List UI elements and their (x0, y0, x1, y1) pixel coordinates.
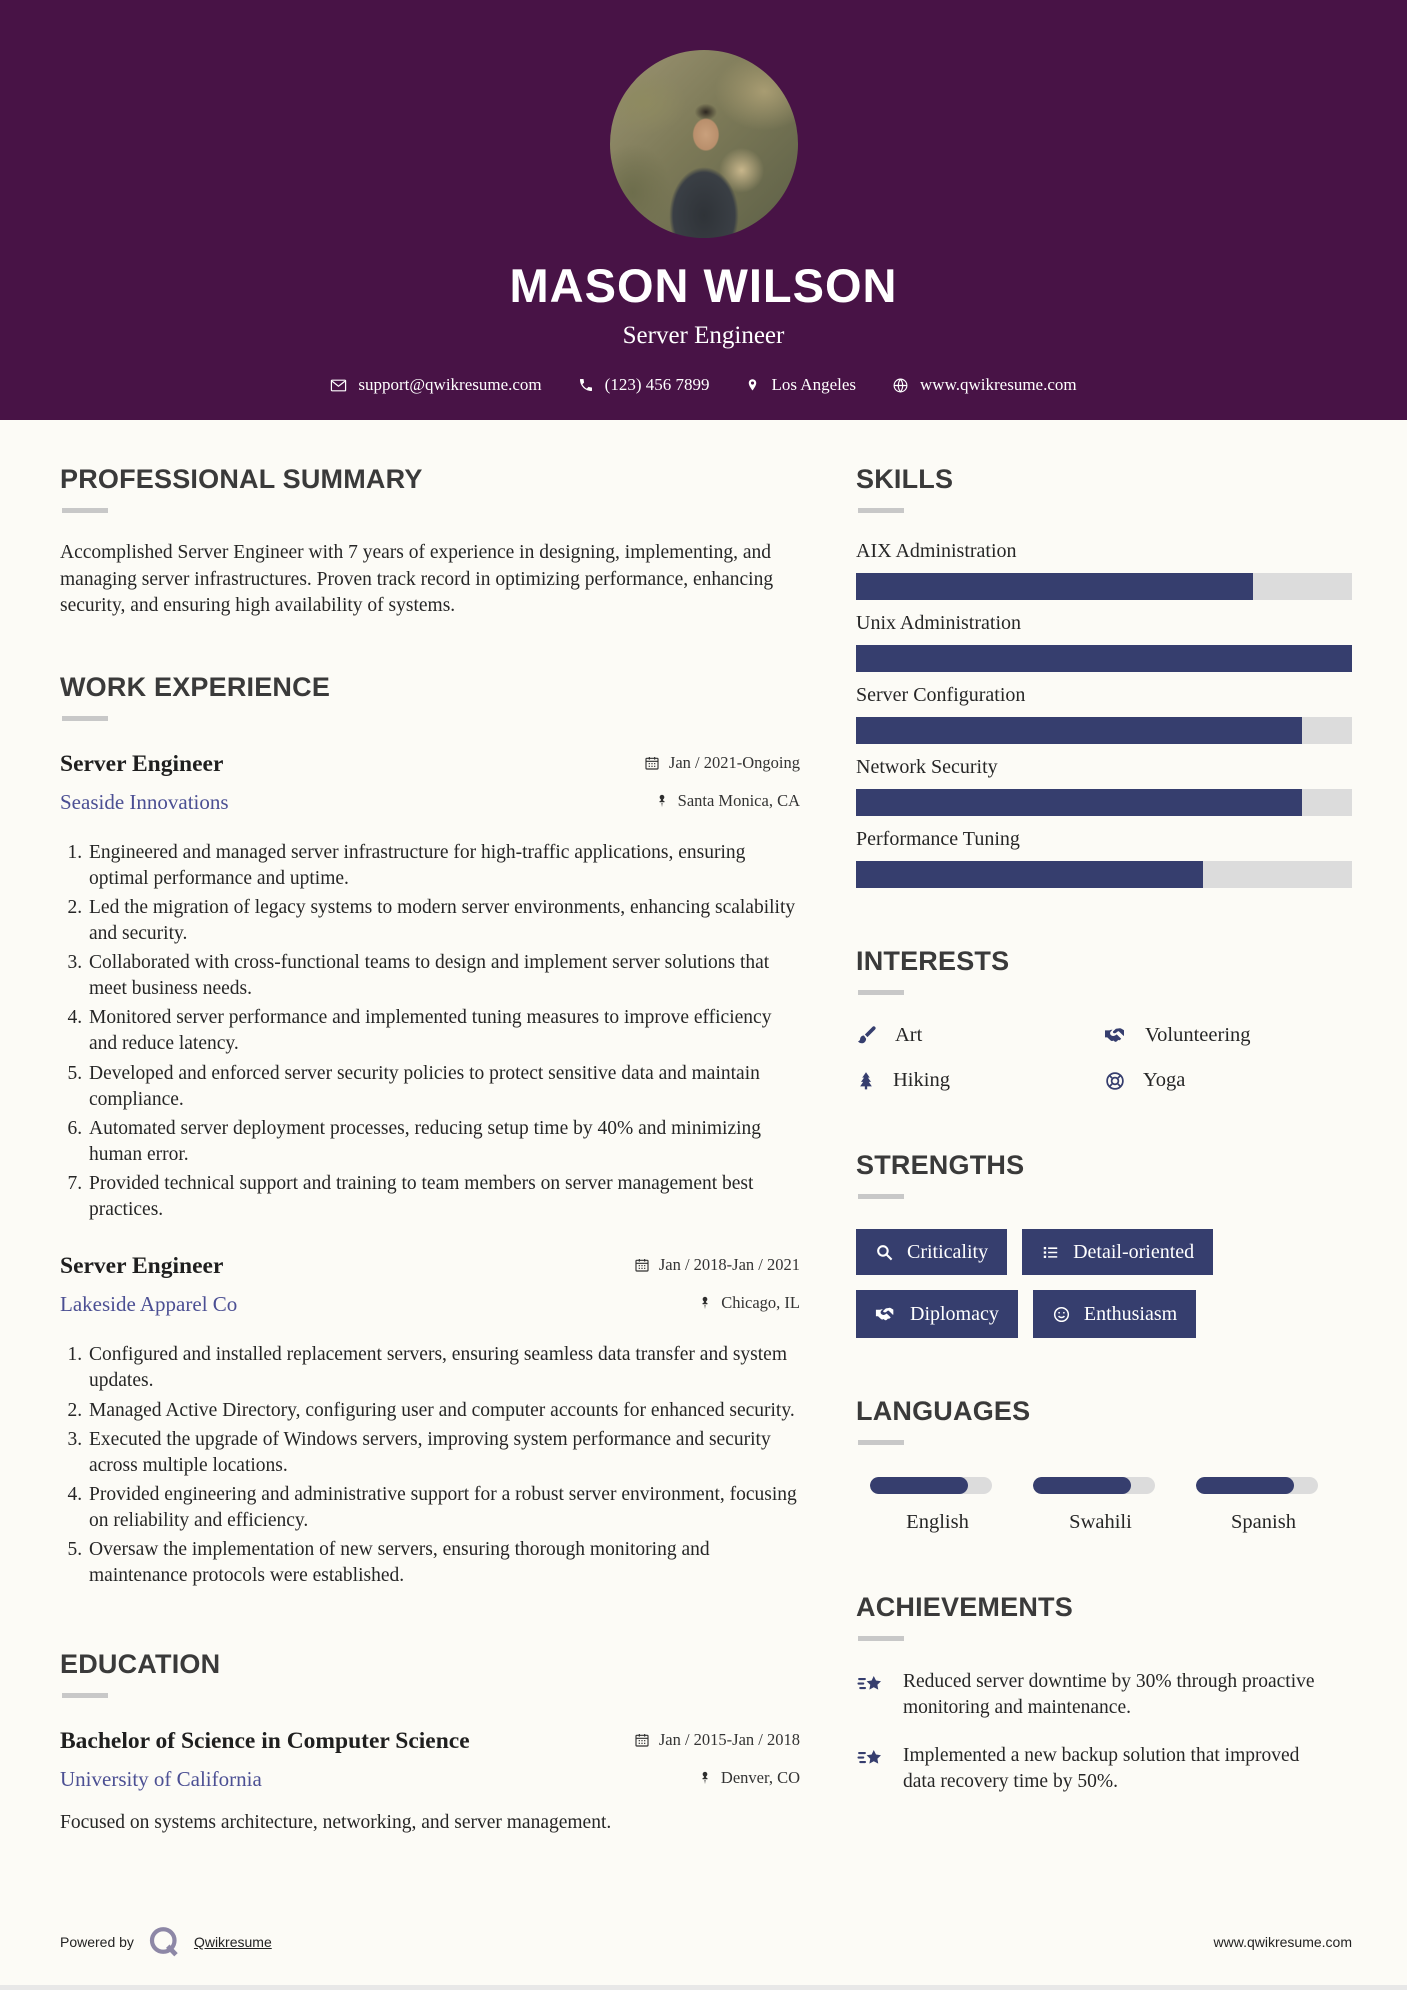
job-location: Chicago, IL (721, 1293, 800, 1313)
job-bullet: 7. Provided technical support and training to team members on server management best practices. (87, 1171, 800, 1223)
job-company-link[interactable]: Lakeside Apparel Co (60, 1292, 238, 1317)
right-column (856, 464, 1352, 1899)
powered-by-label: Powered by (60, 1934, 134, 1950)
skills-heading: SKILLS (856, 464, 954, 494)
job-dates: Jan / 2018-Jan / 2021 (658, 1255, 800, 1275)
contact-email[interactable] (330, 375, 541, 395)
language-bar-fill (1196, 1477, 1294, 1494)
strengths-heading: STRENGTHS (856, 1150, 1025, 1180)
school-link[interactable]: University of California (60, 1767, 262, 1792)
page-bottom-strip (0, 1985, 1407, 1990)
languages-section (856, 1396, 1352, 1534)
job-title: Server Engineer (60, 750, 224, 777)
heading-rule (62, 716, 108, 721)
job-bullet: 2. Led the migration of legacy systems to modern server environments, enhancing scalability and security. (87, 895, 800, 947)
job-bullet: 2. Managed Active Directory, configuring user and computer accounts for enhanced security. (87, 1398, 800, 1424)
language-label: Spanish (1231, 1511, 1296, 1533)
heading-rule (858, 1440, 904, 1445)
lifebuoy-icon (1104, 1070, 1126, 1092)
job-entry (60, 1253, 800, 1589)
contact-location (745, 375, 856, 395)
achievement-text: Reduced server downtime by 30% through proactive monitoring and maintenance. (903, 1671, 1315, 1719)
skill-bar-track (856, 789, 1352, 816)
skill-item (856, 613, 1352, 672)
skill-bar-track (856, 717, 1352, 744)
list-icon (1041, 1243, 1060, 1262)
interest-item (856, 1069, 1104, 1092)
body (0, 420, 1407, 1899)
language-item (1182, 1477, 1345, 1534)
contact-website-text: www.qwikresume.com (920, 375, 1077, 394)
skills-section (856, 464, 1352, 888)
skill-label: Network Security (856, 756, 998, 778)
job-location: Santa Monica, CA (677, 790, 800, 810)
language-bar-track (1033, 1477, 1155, 1494)
language-item (1019, 1477, 1182, 1534)
heading-rule (858, 1636, 904, 1641)
skill-bar-fill (856, 717, 1302, 744)
skill-bar-fill (856, 645, 1352, 672)
interest-item (1104, 1023, 1352, 1047)
handshake-icon (1104, 1023, 1128, 1047)
heading-rule (858, 990, 904, 995)
job-bullet: 1. Engineered and managed server infrastructure for high-traffic applications, ensuring optimal performance and uptime. (87, 840, 800, 892)
language-bar-fill (870, 1477, 968, 1494)
strength-label: Detail-oriented (1073, 1241, 1195, 1263)
calendar-icon (634, 1732, 650, 1748)
envelope-icon (330, 377, 347, 394)
strength-chip (1033, 1290, 1196, 1338)
education-note: Focused on systems architecture, networking, and server management. (60, 1812, 612, 1834)
skill-bar-fill (856, 573, 1253, 600)
heading-rule (858, 508, 904, 513)
phone-icon (578, 377, 594, 393)
header (0, 0, 1407, 420)
job-company-link[interactable]: Seaside Innovations (60, 789, 229, 814)
achievement-item (856, 1669, 1336, 1721)
language-label: Swahili (1069, 1511, 1132, 1533)
heading-rule (62, 508, 108, 513)
skill-label: Server Configuration (856, 684, 1026, 706)
profile-photo (610, 50, 798, 238)
contact-email-text: support@qwikresume.com (358, 375, 542, 394)
skill-label: Unix Administration (856, 612, 1021, 634)
work-heading: WORK EXPERIENCE (60, 671, 331, 702)
contact-phone[interactable] (578, 375, 710, 395)
shooting-star-icon (856, 1670, 886, 1721)
candidate-name: MASON WILSON (509, 259, 898, 312)
summary-section (60, 464, 800, 620)
language-bar-track (1196, 1477, 1318, 1494)
strength-chip (1022, 1229, 1213, 1275)
achievement-text: Implemented a new backup solution that improved data recovery time by 50%. (903, 1745, 1300, 1793)
smiley-icon (1052, 1305, 1071, 1324)
job-bullet: 3. Collaborated with cross-functional teams to design and implement server solutions that meet business needs. (87, 950, 800, 1002)
job-bullet: 4. Provided engineering and administrative support for a robust server environment, focusing on reliability and efficiency. (87, 1482, 800, 1534)
skill-bar-track (856, 573, 1352, 600)
interest-label: Yoga (1143, 1069, 1186, 1091)
job-bullet: 3. Executed the upgrade of Windows servers, improving system performance and security across multiple locations. (87, 1427, 800, 1479)
achievements-heading: ACHIEVEMENTS (856, 1592, 1073, 1622)
language-bar-fill (1033, 1477, 1131, 1494)
skill-bar-track (856, 645, 1352, 672)
language-label: English (906, 1511, 969, 1533)
interests-section (856, 946, 1352, 1092)
contact-location-text: Los Angeles (771, 375, 857, 394)
job-bullet: 1. Configured and installed replacement servers, ensuring seamless data transfer and system updates. (87, 1342, 800, 1394)
education-dates: Jan / 2015-Jan / 2018 (658, 1730, 800, 1750)
interest-label: Volunteering (1145, 1023, 1251, 1046)
footer-website-link[interactable]: www.qwikresume.com (1213, 1934, 1352, 1950)
achievements-section (856, 1592, 1352, 1796)
interest-item (1104, 1069, 1352, 1092)
education-location: Denver, CO (720, 1768, 800, 1788)
job-entry (60, 751, 800, 1224)
footer (0, 1899, 1407, 1985)
summary-heading: PROFESSIONAL SUMMARY (60, 464, 423, 494)
languages-heading: LANGUAGES (856, 1396, 1031, 1426)
contact-website[interactable] (892, 375, 1077, 395)
handshake-icon (875, 1303, 897, 1325)
job-bullet: 5. Oversaw the implementation of new servers, ensuring thorough monitoring and maintenance protocols were established. (87, 1537, 800, 1589)
candidate-title: Server Engineer (622, 322, 785, 349)
strength-label: Criticality (907, 1241, 989, 1263)
interests-heading: INTERESTS (856, 946, 1010, 976)
interest-item (856, 1023, 1104, 1047)
contact-phone-text: (123) 456 7899 (604, 375, 710, 394)
skill-item (856, 541, 1352, 600)
skill-bar-fill (856, 861, 1203, 888)
language-bar-track (870, 1477, 992, 1494)
work-section (60, 672, 800, 1590)
heading-rule (62, 1693, 108, 1698)
globe-icon (892, 377, 909, 394)
job-title: Server Engineer (60, 1253, 224, 1280)
summary-text: Accomplished Server Engineer with 7 years of experience in designing, implementing, and managing server infrastructures. Proven track record in optimizing performance, enhancing security, and ensuring high availability of systems. (60, 542, 774, 617)
paintbrush-icon (856, 1024, 878, 1046)
calendar-icon (644, 755, 660, 771)
skill-bar-fill (856, 789, 1302, 816)
skill-item (856, 757, 1352, 816)
left-column (60, 464, 800, 1899)
strength-label: Diplomacy (910, 1303, 999, 1325)
search-icon (875, 1243, 894, 1262)
skill-item (856, 829, 1352, 888)
pushpin-icon (698, 1295, 712, 1311)
pushpin-icon (655, 793, 669, 809)
interest-label: Art (895, 1023, 923, 1046)
degree-title: Bachelor of Science in Computer Science (60, 1728, 470, 1755)
job-bullet: 6. Automated server deployment processes, reducing setup time by 40% and minimizing human error. (87, 1116, 800, 1168)
job-bullet-list (60, 1342, 800, 1589)
qwikresume-brand-link[interactable]: Qwikresume (193, 1934, 272, 1950)
job-bullet-list (60, 840, 800, 1224)
skill-bar-track (856, 861, 1352, 888)
strength-chip (856, 1290, 1018, 1338)
job-dates: Jan / 2021-Ongoing (668, 752, 800, 772)
shooting-star-icon (856, 1744, 886, 1795)
qwikresume-logo-icon (146, 1924, 182, 1960)
achievement-item (856, 1743, 1336, 1795)
education-section (60, 1649, 800, 1834)
strengths-section (856, 1150, 1352, 1338)
contact-row (330, 375, 1076, 395)
education-heading: EDUCATION (60, 1649, 221, 1680)
strength-label: Enthusiasm (1083, 1303, 1178, 1325)
skill-item (856, 685, 1352, 744)
language-item (856, 1477, 1019, 1534)
heading-rule (858, 1194, 904, 1199)
map-marker-icon (745, 377, 760, 394)
pushpin-icon (698, 1770, 712, 1786)
job-bullet: 5. Developed and enforced server security policies to protect sensitive data and maintain compliance. (87, 1061, 800, 1113)
strength-chip (856, 1229, 1007, 1275)
pine-tree-icon (856, 1070, 876, 1092)
job-bullet: 4. Monitored server performance and implemented tuning measures to improve efficiency and reduce latency. (87, 1005, 800, 1057)
calendar-icon (634, 1257, 650, 1273)
skill-label: AIX Administration (856, 540, 1017, 562)
interest-label: Hiking (893, 1069, 950, 1091)
skill-label: Performance Tuning (856, 828, 1020, 850)
